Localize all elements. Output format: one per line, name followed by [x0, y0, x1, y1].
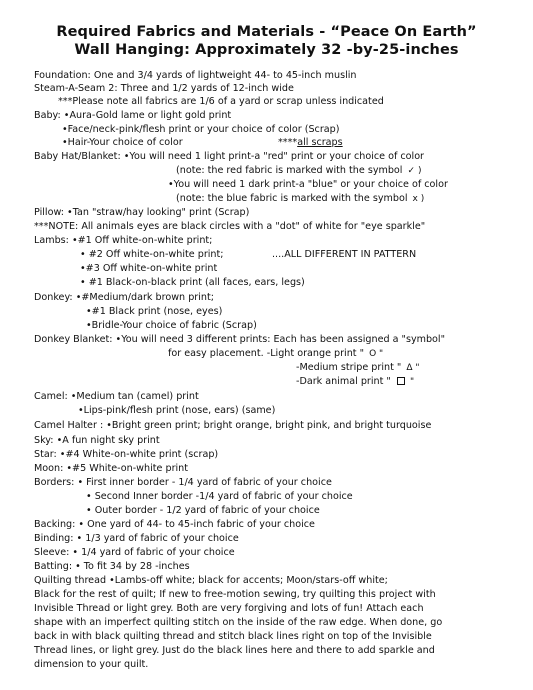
fabric-note-line: ***Please note all fabrics are 1/6 of a yard or scrap unless indicated — [58, 96, 384, 107]
camel-line-1: Camel: •Medium tan (camel) print — [34, 391, 199, 402]
quilting-line-7: dimension to your quilt. — [34, 659, 149, 670]
sky-line: Sky: •A fun night sky print — [34, 435, 160, 446]
check-symbol-icon: ✓ ) — [407, 166, 422, 176]
donkey-blanket-line: Donkey Blanket: •You will need 3 different prints: Each has been assigned a "symbol" — [34, 334, 446, 345]
baby-hair-line: •Hair-Your choice of color — [62, 137, 183, 148]
borders-line-1: Borders: • First inner border - 1/4 yard of fabric of your choice — [34, 477, 332, 488]
lambs-different-note: ....ALL DIFFERENT IN PATTERN — [272, 249, 417, 260]
triangle-symbol-icon: Δ " — [406, 363, 420, 373]
backing-line: Backing: • One yard of 44- to 45-inch fabric of your choice — [34, 519, 315, 530]
page-title-line1: Required Fabrics and Materials - “Peace On Earth” — [56, 24, 477, 40]
dark-animal-text: -Dark animal print " — [296, 376, 391, 387]
quilting-line-3: Invisible Thread or light grey. Both are very forgiving and lots of fun! Attach each — [34, 603, 424, 614]
dark-animal-line — [296, 376, 414, 388]
foundation-line: Foundation: One and 3/4 yards of lightweight 44- to 45-inch muslin — [34, 70, 357, 81]
light-orange-text: for easy placement. -Light orange print " — [168, 348, 365, 359]
blue-symbol-text: (note: the blue fabric is marked with the symbol — [176, 193, 408, 204]
light-orange-line — [168, 348, 383, 360]
all-scraps-note — [278, 137, 343, 149]
blue-symbol-note — [176, 193, 424, 205]
medium-stripe-text: -Medium stripe print " — [296, 362, 402, 373]
all-scraps-label: all scraps — [297, 137, 343, 148]
camel-halter-line: Camel Halter : •Bright green print; bright orange, bright pink, and bright turquoise — [34, 420, 432, 431]
medium-stripe-line — [296, 362, 420, 374]
page-title-line2: Wall Hanging: Approximately 32 -by-25-inches — [74, 42, 459, 58]
baby-face-line: •Face/neck-pink/flesh print or your choice of color (Scrap) — [62, 124, 340, 135]
pillow-line: Pillow: •Tan "straw/hay looking" print (Scrap) — [34, 207, 250, 218]
donkey-line-1: Donkey: •#Medium/dark brown print; — [34, 292, 214, 303]
red-symbol-text: (note: the red fabric is marked with the symbol — [176, 165, 403, 176]
circle-symbol-icon: O " — [369, 349, 384, 359]
x-symbol-icon: x ) — [412, 194, 425, 204]
binding-line: Binding: • 1/3 yard of fabric of your choice — [34, 533, 239, 544]
animal-eyes-note: ***NOTE: All animals eyes are black circles with a "dot" of white for "eye sparkle" — [34, 221, 426, 232]
baby-hat-line: Baby Hat/Blanket: •You will need 1 light print-a "red" print or your choice of color — [34, 151, 425, 162]
square-symbol-icon — [397, 377, 405, 385]
donkey-line-2: •#1 Black print (nose, eyes) — [86, 306, 223, 317]
moon-line: Moon: •#5 White-on-white print — [34, 463, 189, 474]
lambs-line-1: Lambs: •#1 Off white-on-white print; — [34, 235, 213, 246]
batting-line: Batting: • To fit 34 by 28 -inches — [34, 561, 190, 572]
borders-line-3: • Outer border - 1/2 yard of fabric of your choice — [86, 505, 320, 516]
lambs-line-4: • #1 Black-on-black print (all faces, ears, legs) — [80, 277, 305, 288]
quilting-line-2: Black for the rest of quilt; If new to free-motion sewing, try quilting this project with — [34, 589, 436, 600]
lambs-line-2: • #2 Off white-on-white print; — [80, 249, 224, 260]
quilting-line-1: Quilting thread •Lambs-off white; black for accents; Moon/stars-off white; — [34, 575, 388, 586]
donkey-line-3: •Bridle-Your choice of fabric (Scrap) — [86, 320, 257, 331]
camel-line-2: •Lips-pink/flesh print (nose, ears) (same) — [78, 405, 276, 416]
star-line: Star: •#4 White-on-white print (scrap) — [34, 449, 219, 460]
quilting-line-6: Thread lines, or light grey. Just do the black lines here and there to add sparkle and — [34, 645, 435, 656]
lambs-line-3: •#3 Off white-on-white print — [80, 263, 218, 274]
baby-blue-line: •You will need 1 dark print-a "blue" or your choice of color — [168, 179, 448, 190]
steam-a-seam-line: Steam-A-Seam 2: Three and 1/2 yards of 12-inch wide — [34, 83, 294, 94]
red-symbol-note — [176, 165, 421, 177]
borders-line-2: • Second Inner border -1/4 yard of fabric of your choice — [86, 491, 353, 502]
quilting-line-4: shape with an imperfect quilting stitch on the inside of the raw edge. When done, go — [34, 617, 443, 628]
sleeve-line: Sleeve: • 1/4 yard of fabric of your choice — [34, 547, 235, 558]
baby-aura-line: Baby: •Aura-Gold lame or light gold print — [34, 110, 232, 121]
stars-marker: **** — [278, 137, 298, 148]
quilting-line-5: back in with black quilting thread and stitch black lines right on top of the Invisible — [34, 631, 432, 642]
square-symbol-close: " — [409, 377, 415, 387]
